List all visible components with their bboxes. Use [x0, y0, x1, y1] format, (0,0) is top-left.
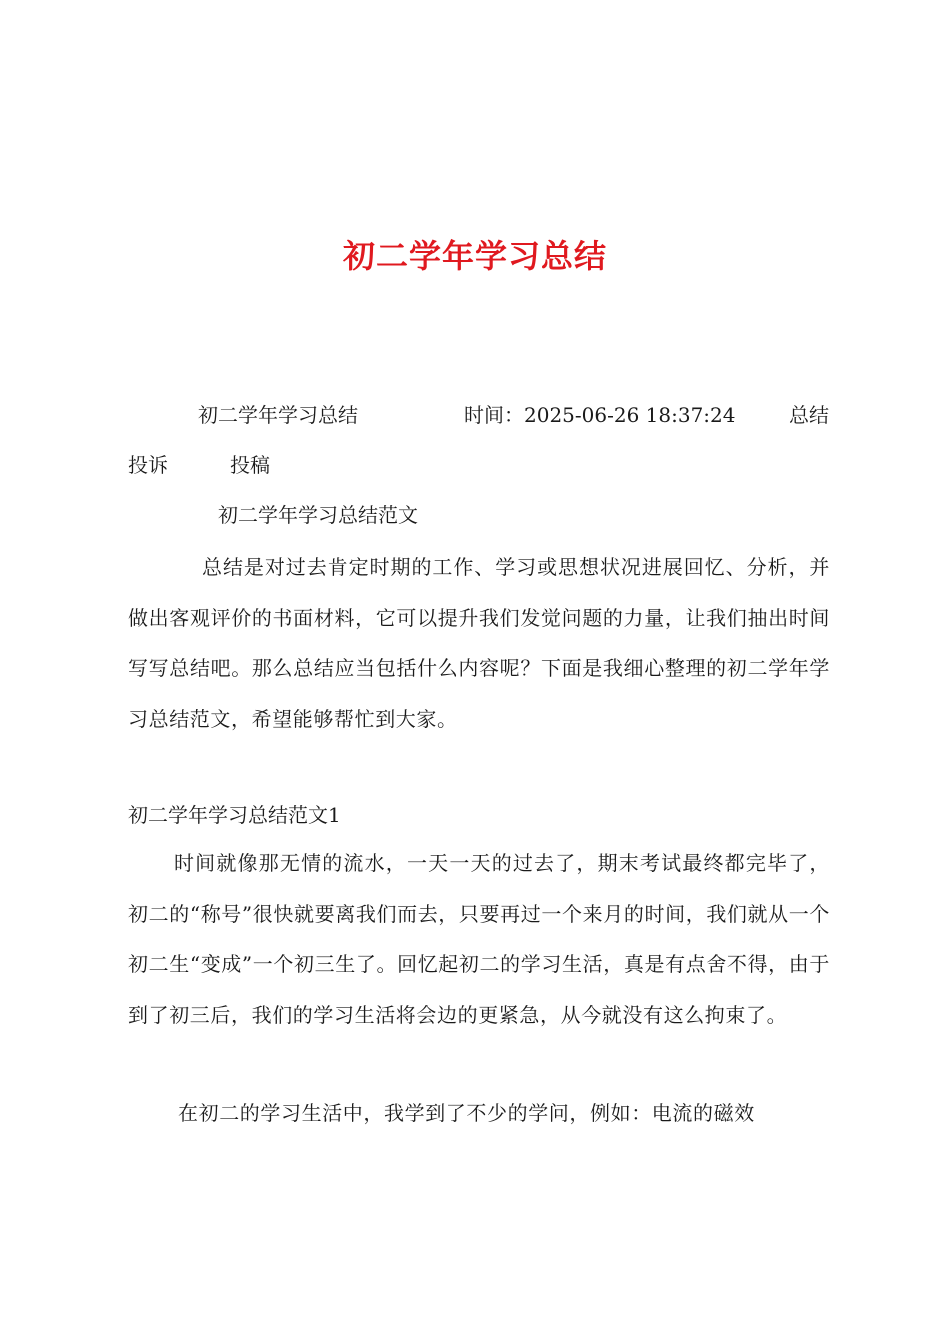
submit-link[interactable]: 投稿 [230, 453, 270, 477]
document-title: 初二学年学习总结 [342, 237, 607, 276]
section-heading: 初二学年学习总结范文1 [128, 803, 341, 827]
complaint-link[interactable]: 投诉 [128, 453, 168, 477]
document-subtitle: 初二学年学习总结范文 [218, 503, 418, 527]
summary-link[interactable]: 总结 [789, 403, 829, 427]
intro-paragraph: 总结是对过去肯定时期的工作、学习或思想状况进展回忆、分析，并做出客观评价的书面材料，它可以提升我们发觉问题的力量，让我们抽出时间写写总结吧。那么总结应当包括什么内容呢？下面是我细心整理的初二学年学习总结范文，希望能够帮忙到大家。 [128, 555, 830, 731]
body-paragraph: 时间就像那无情的流水，一天一天的过去了，期末考试最终都完毕了，初二的“称号”很快就要离我们而去，只要再过一个来月的时间，我们就从一个初二生“变成”一个初三生了。回忆起初二的学习生活，真是有点舍不得，由于到了初三后，我们的学习生活将会边的更紧急，从今就没有这么拘束了。 [128, 851, 830, 1027]
meta-doc-name: 初二学年学习总结 [198, 403, 358, 427]
body-paragraph: 在初二的学习生活中，我学到了不少的学问，例如：电流的磁效 [178, 1101, 755, 1125]
meta-time: 时间：2025-06-26 18:37:24 [464, 403, 736, 427]
